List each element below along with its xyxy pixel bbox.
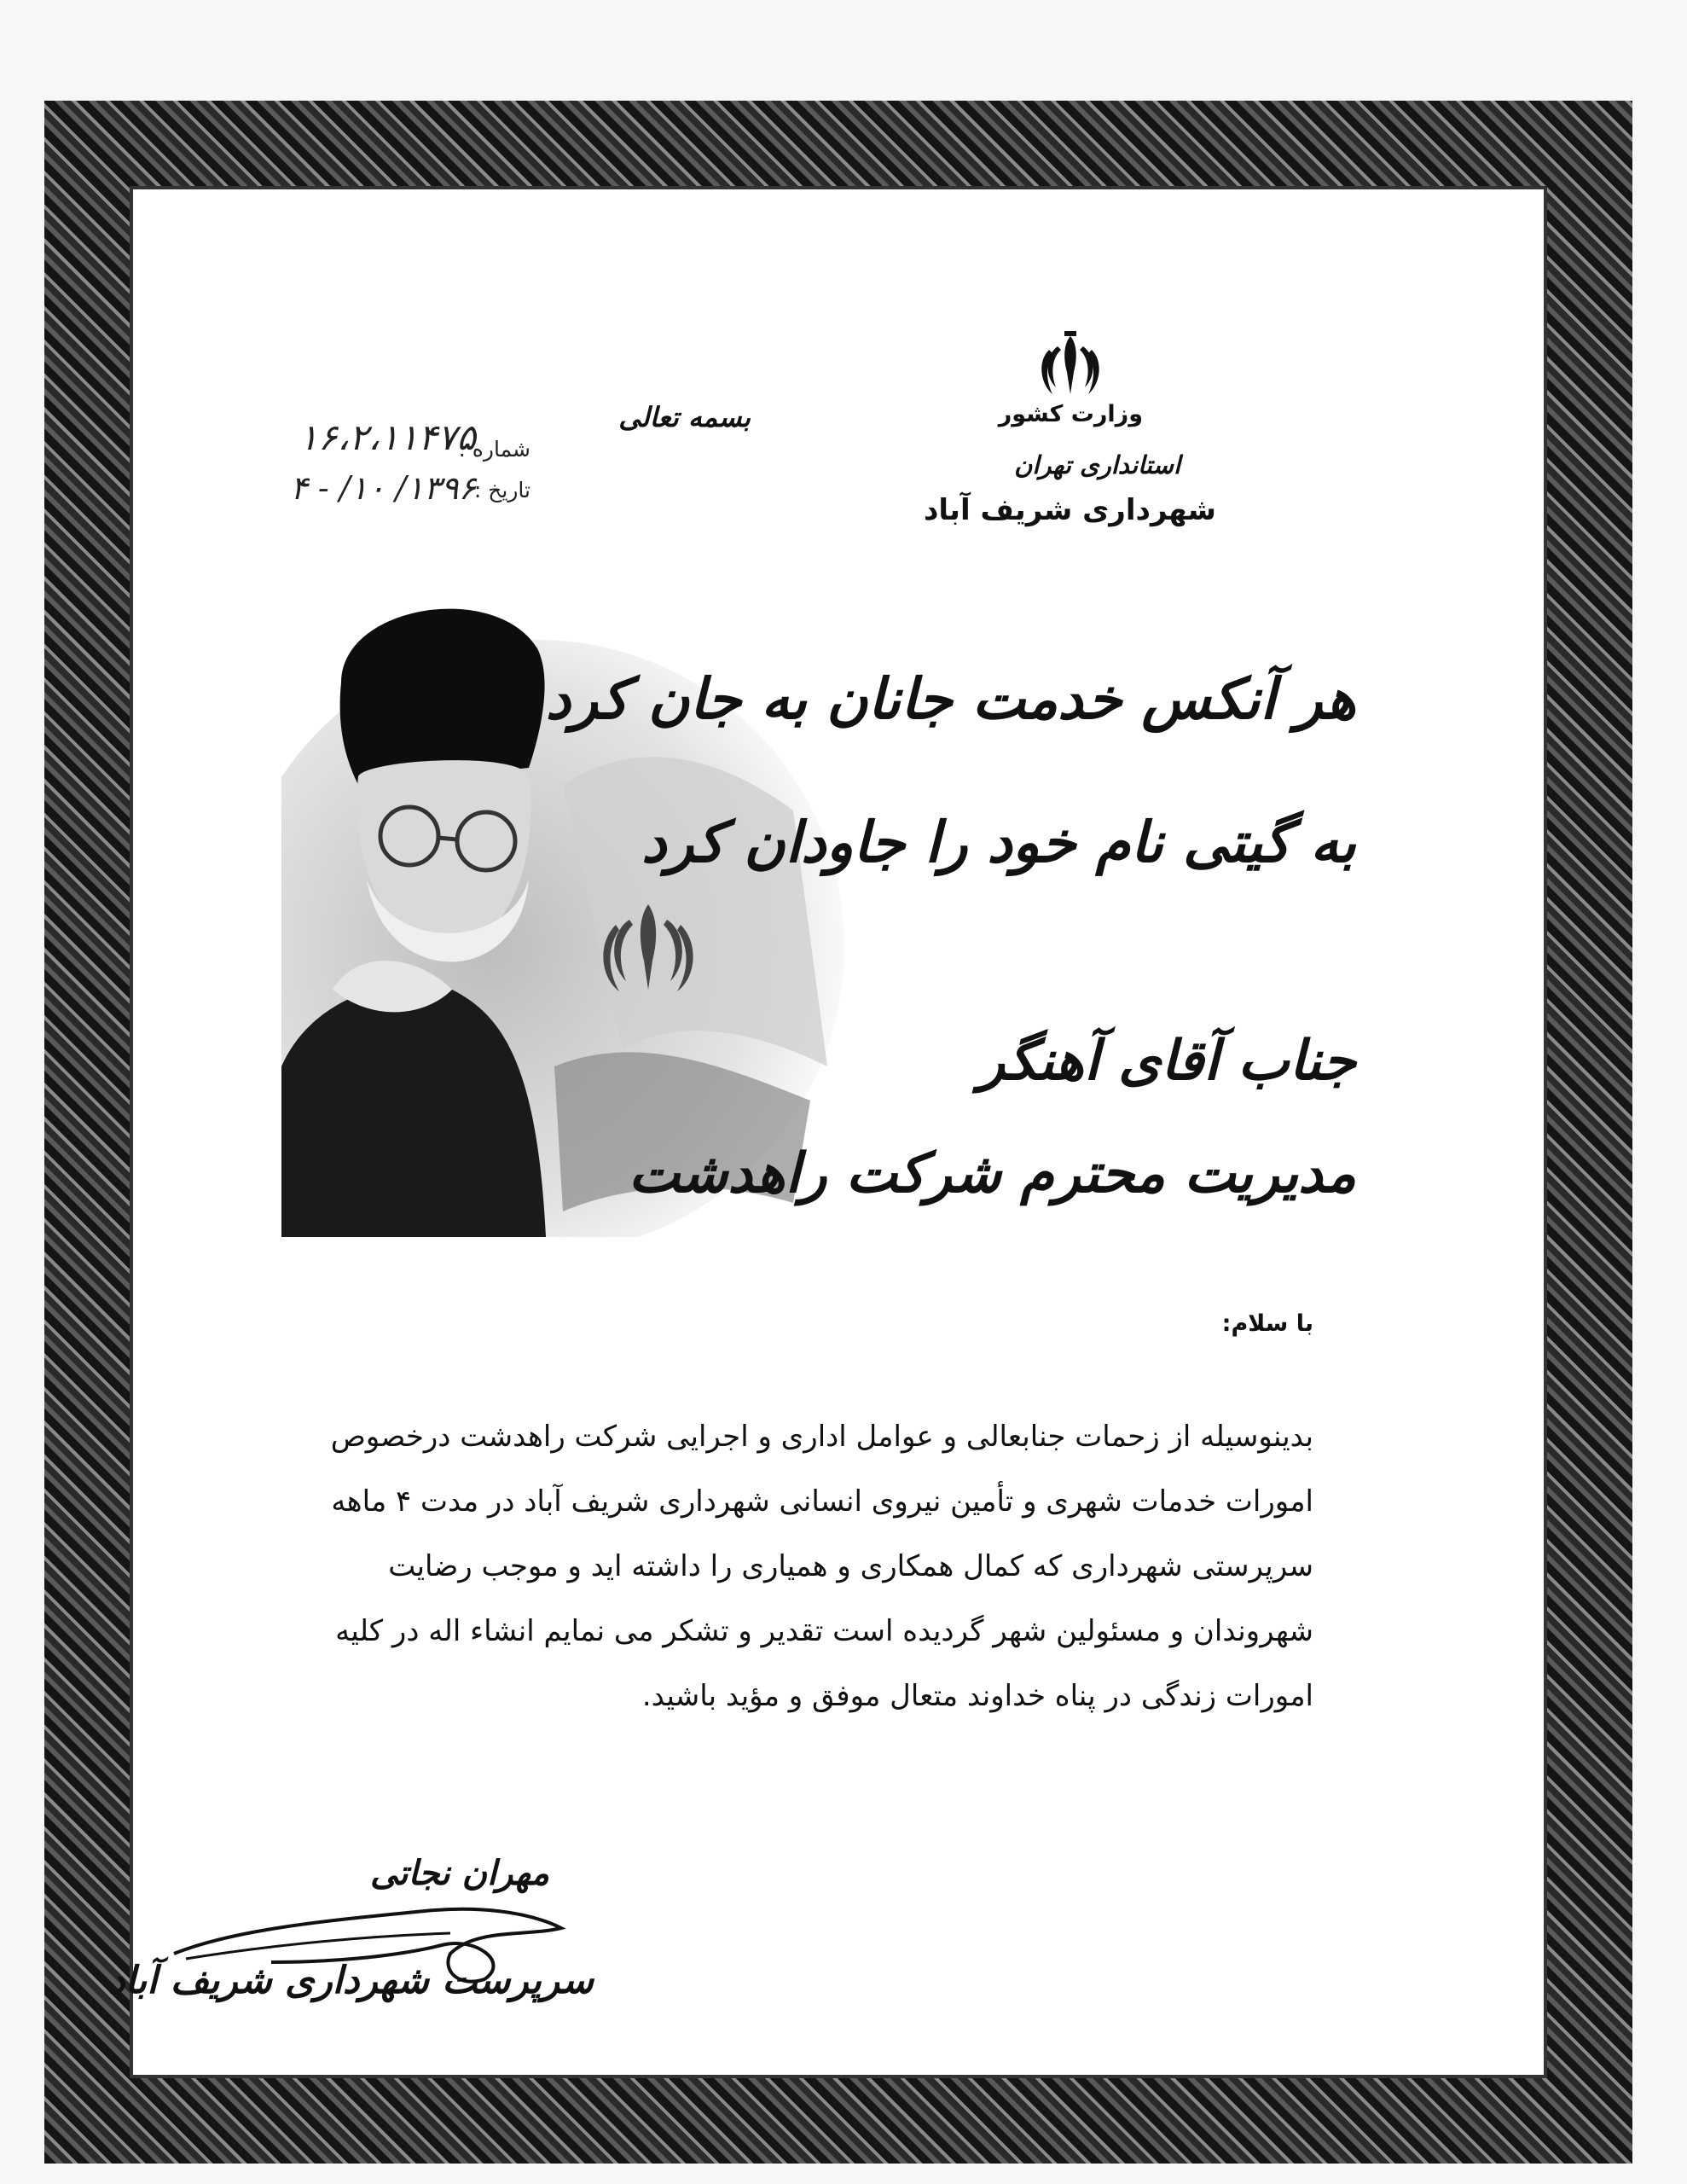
number-value: ۱۶،۲،۱۱۴۷۵ <box>299 416 476 458</box>
body-line: امورات زندگی در پناه خداوند متعال موفق و مؤید باشید. <box>641 1679 1313 1713</box>
addressee-name: جناب آقای آهنگر <box>978 1029 1356 1093</box>
poem-line-2: به گیتی نام خود را جاودان کرد <box>641 809 1356 875</box>
ministry-name: وزارت کشور <box>998 401 1143 427</box>
poem-line-1: هر آنکس خدمت جانان به جان کرد <box>545 665 1356 732</box>
date-label: تاریخ : <box>473 478 530 502</box>
signer-name: مهران نجاتی <box>370 1853 549 1893</box>
emblem-icon <box>1039 331 1102 401</box>
number-label: شماره : <box>458 437 530 462</box>
greeting: با سلام: <box>1221 1310 1313 1337</box>
municipality-name: شهرداری شریف آباد <box>923 493 1216 527</box>
invocation: بسمه تعالی <box>618 401 751 433</box>
body-line: بدینوسیله از زحمات جنابعالی و عوامل اداری و اجرایی شرکت راهدشت درخصوص <box>330 1420 1313 1454</box>
letter-body <box>290 1404 1313 1728</box>
body-line: امورات خدمات شهری و تأمین نیروی انسانی شهرداری شریف آباد در مدت ۴ ماهه <box>331 1484 1313 1519</box>
addressee-position: مدیریت محترم شرکت راهدشت <box>628 1141 1356 1205</box>
date-value: ۱۳۹۶/ ۱۰/ - ۴ <box>290 469 476 507</box>
body-line: سرپرستی شهرداری که کمال همکاری و همیاری را داشته اید و موجب رضایت <box>388 1549 1313 1583</box>
body-line: شهروندان و مسئولین شهر گردیده است تقدیر و تشکر می نمایم انشاء اله در کلیه <box>335 1614 1313 1648</box>
province-name: استانداری تهران <box>1014 450 1180 479</box>
signer-title: سرپرست شهرداری شریف آباد <box>107 1959 594 2002</box>
